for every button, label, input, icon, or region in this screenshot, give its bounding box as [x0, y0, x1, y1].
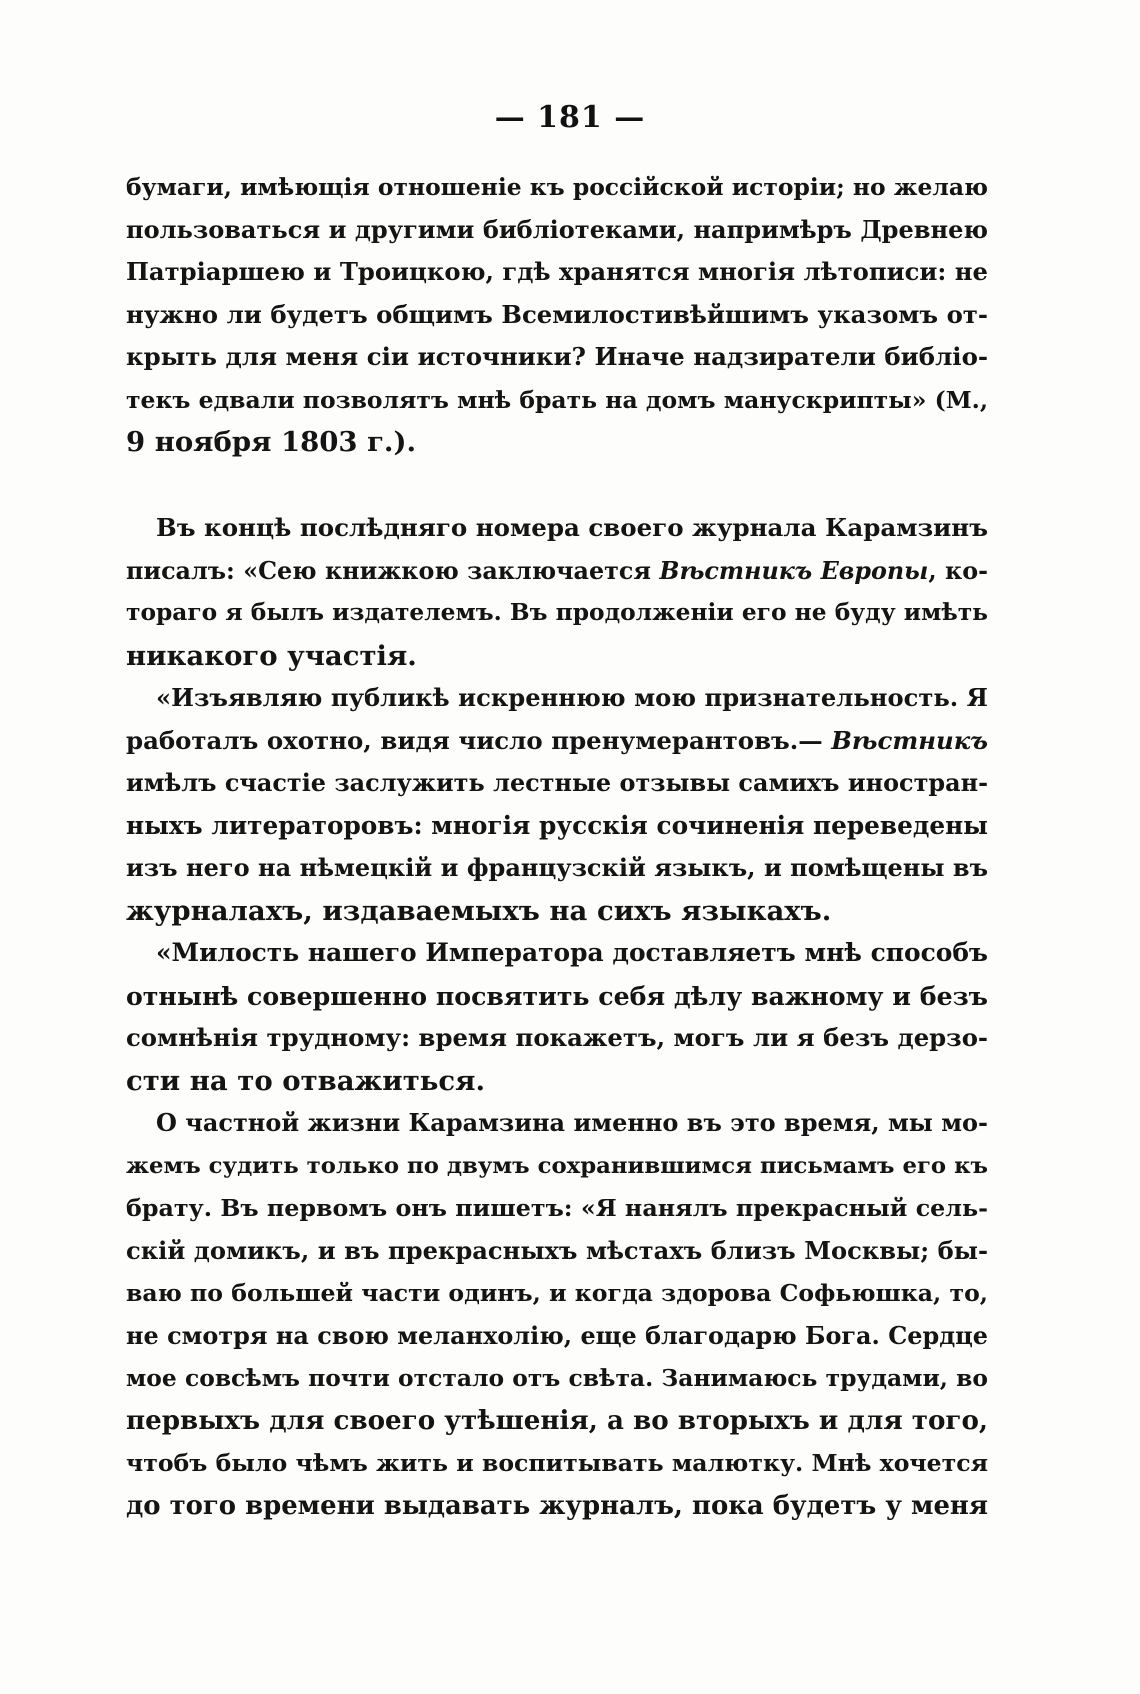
- text-line: чтобъ было чѣмъ жить и воспитывать малютку. Мнѣ хочется: [126, 1449, 988, 1477]
- text-line: ваю по большей части одинъ, и когда здорова Софьюшка, то,: [126, 1279, 988, 1307]
- text-line: крыть для меня сіи источники? Иначе надзиратели библіо-: [126, 342, 988, 371]
- text-run: , ко-: [928, 556, 988, 585]
- text-line: [126, 550, 988, 593]
- text-line: «Милость нашего Императора доставляетъ мнѣ способъ: [156, 938, 988, 967]
- text-line: жемъ судить только по двумъ сохранившимся письмамъ его къ: [126, 1152, 988, 1179]
- text-line: [126, 720, 988, 763]
- text-line: не смотря на свою меланхолію, еще благодарю Бога. Сердце: [126, 1321, 988, 1350]
- text-line: журналахъ, издаваемыхъ на сихъ языкахъ.: [126, 894, 832, 927]
- text-line: пользоваться и другими библіотеками, напримѣръ Древнею: [126, 214, 988, 244]
- text-line: 9 ноября 1803 г.).: [126, 426, 417, 458]
- text-line: изъ него на нѣмецкій и французскій языкъ, и помѣщены въ: [126, 853, 988, 882]
- text-line: до того времени выдавать журналъ, пока будетъ у меня: [126, 1490, 988, 1521]
- text-line: сомнѣнія трудному: время покажетъ, могъ ли я безъ дерзо-: [126, 1023, 988, 1052]
- text-line: имѣлъ счастіе заслужить лестные отзывы самихъ иностран-: [126, 769, 988, 797]
- text-line: сти на то отважиться.: [126, 1064, 486, 1097]
- text-line: «Изъявляю публикѣ искреннюю мою признательность. Я: [156, 683, 988, 712]
- text-line: ныхъ литераторовъ: многія русскія сочиненія переведены: [126, 810, 988, 840]
- paragraph-letter-quote: [126, 166, 988, 464]
- journal-title-italic: Вѣстникъ: [831, 725, 988, 755]
- text-run: писалъ: «Сею книжкою заключается: [126, 556, 660, 585]
- text-line: Въ концѣ послѣдняго номера своего журнала Карамзинъ: [156, 513, 988, 542]
- text-run: работалъ охотно, видя число пренумерантовъ.—: [126, 725, 832, 755]
- text-line: брату. Въ первомъ онъ пишетъ: «Я нанялъ прекрасный сель-: [126, 1194, 988, 1222]
- text-line: первыхъ для своего утѣшенія, а во вторыхъ и для того,: [126, 1404, 988, 1436]
- text-line: мое совсѣмъ почти отстало отъ свѣта. Занимаюсь трудами, во: [126, 1364, 988, 1392]
- text-line: Патріаршею и Троицкою, гдѣ хранятся многія лѣтописи: не: [126, 257, 988, 286]
- text-line: скій домикъ, и въ прекрасныхъ мѣстахъ близъ Москвы; бы-: [126, 1235, 988, 1265]
- text-line: отнынѣ совершенно посвятить себя дѣлу важному и безъ: [126, 980, 988, 1011]
- page-number: — 181 —: [494, 100, 646, 135]
- text-line: О частной жизни Карамзина именно въ это время, мы мо-: [156, 1108, 988, 1137]
- main-text: [126, 507, 988, 1527]
- journal-title-italic: Вѣстникъ Европы: [659, 556, 929, 585]
- text-line: никакого участія.: [126, 639, 417, 672]
- text-line: бумаги, имѣющія отношеніе къ россійской исторіи; но желаю: [126, 173, 988, 201]
- text-line: нужно ли будетъ общимъ Всемилостивѣйшимъ указомъ от-: [126, 299, 988, 329]
- text-line: тораго я былъ издателемъ. Въ продолженіи его не буду имѣть: [126, 599, 988, 626]
- text-line: текъ едвали позволятъ мнѣ брать на домъ манускрипты» (М.,: [126, 385, 988, 414]
